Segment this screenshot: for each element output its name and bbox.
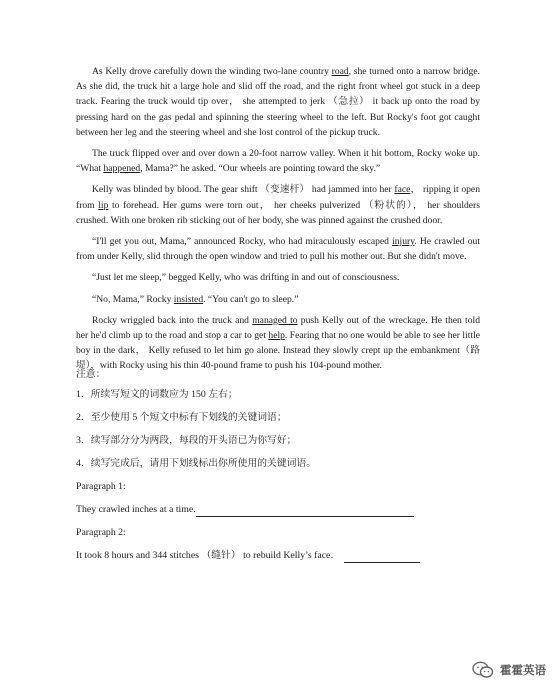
key-word-managed-to: managed to bbox=[252, 314, 298, 326]
paragraph-2-label: Paragraph 2: bbox=[76, 527, 126, 538]
key-word-happened: happened bbox=[103, 163, 141, 175]
paragraph-1-label: Paragraph 1: bbox=[76, 481, 126, 492]
watermark bbox=[472, 661, 546, 679]
key-word-lip: lip bbox=[98, 199, 109, 211]
story-paragraph-2: The truck flipped over and over down a 20-foot narrow valley. When it hit bottom, Rocky woke up. “What happened, Mama?” he asked. “Our wheels are pointing toward the sky.” bbox=[76, 148, 480, 175]
story-paragraph-4: “I'll get you out, Mama,” announced Rocky, who had miraculously escaped injury. He crawled out from under Kelly, slid through the open window and tried to pull his mother out. But she didn't move. bbox=[76, 236, 480, 263]
story-paragraph-7: Rocky wriggled back into the truck and managed to push Kelly out of the wreckage. He then told her he'd climb up to the road and stop a car to get help. Fearing that no one would be able to see her little boy in the dark， Kelly refused to let him go alone. Instead they slowly crept up the embankment（路堤），with Rocky using his thin 40-pound frame to push his 104-pound mother. bbox=[76, 314, 481, 372]
paragraph-2-answer-line[interactable] bbox=[344, 551, 420, 563]
story-paragraph-1: As Kelly drove carefully down the winding two-lane country road, she turned onto a narrow bridge. As she did, the truck hit a large hole and slid off the road, and the right front wheel got stuck in a deep track. Fearing the truck would tip over， she attempted to jerk （急拉） it back up onto the road by pressing hard on the gas pedal and spinning the steering wheel to the left. But Rocky's foot got caught between her leg and the steering wheel and she lost control of the pickup truck. bbox=[76, 66, 480, 138]
key-word-face: face bbox=[394, 184, 411, 196]
instructions-section bbox=[76, 368, 496, 572]
story-paragraph-3: Kelly was blinded by blood. The gear shift （变速杆） had jammed into her face， ripping it open from lip to forehead. Her gums were torn out， her cheeks pulverized （粉状的）， her shoulders crushed. With one broken rib sticking out of her body, she was pinned against the crushed door. bbox=[76, 184, 480, 226]
note-item-1: 1．所续写短文的词数应为 150 左右； bbox=[76, 389, 238, 400]
paragraph-1-start bbox=[76, 503, 496, 517]
note-item-3: 3．续写部分分为两段，每段的开头语已为你写好； bbox=[76, 435, 297, 446]
paragraph-2-start bbox=[76, 549, 496, 563]
note-item-2: 2．至少使用 5 个短文中标有下划线的关键词语； bbox=[76, 412, 287, 423]
note-item-4: 4．续写完成后，请用下划线标出你所使用的关键词语。 bbox=[76, 458, 317, 469]
story-text bbox=[76, 64, 480, 380]
key-word-injury: injury bbox=[392, 236, 415, 248]
paragraph-2-start-text: It took 8 hours and 344 stitches （缝针） to rebuild Kelly’s face． bbox=[76, 550, 341, 561]
key-word-insisted: insisted bbox=[173, 293, 204, 305]
key-word-road: road bbox=[331, 66, 349, 77]
paragraph-1-start-text: They crawled inches at a time. bbox=[76, 504, 196, 515]
notes-title: 注意： bbox=[76, 369, 106, 380]
wechat-icon bbox=[472, 661, 494, 679]
paragraph-1-answer-line[interactable] bbox=[196, 505, 414, 517]
story-paragraph-6: “No, Mama,” Rocky insisted. “You can't go to sleep.” bbox=[92, 293, 299, 305]
watermark-text: 霍霍英语 bbox=[500, 663, 546, 677]
story-paragraph-5: “Just let me sleep,” begged Kelly, who was drifting in and out of consciousness. bbox=[92, 272, 400, 284]
key-word-help: help bbox=[268, 330, 285, 342]
